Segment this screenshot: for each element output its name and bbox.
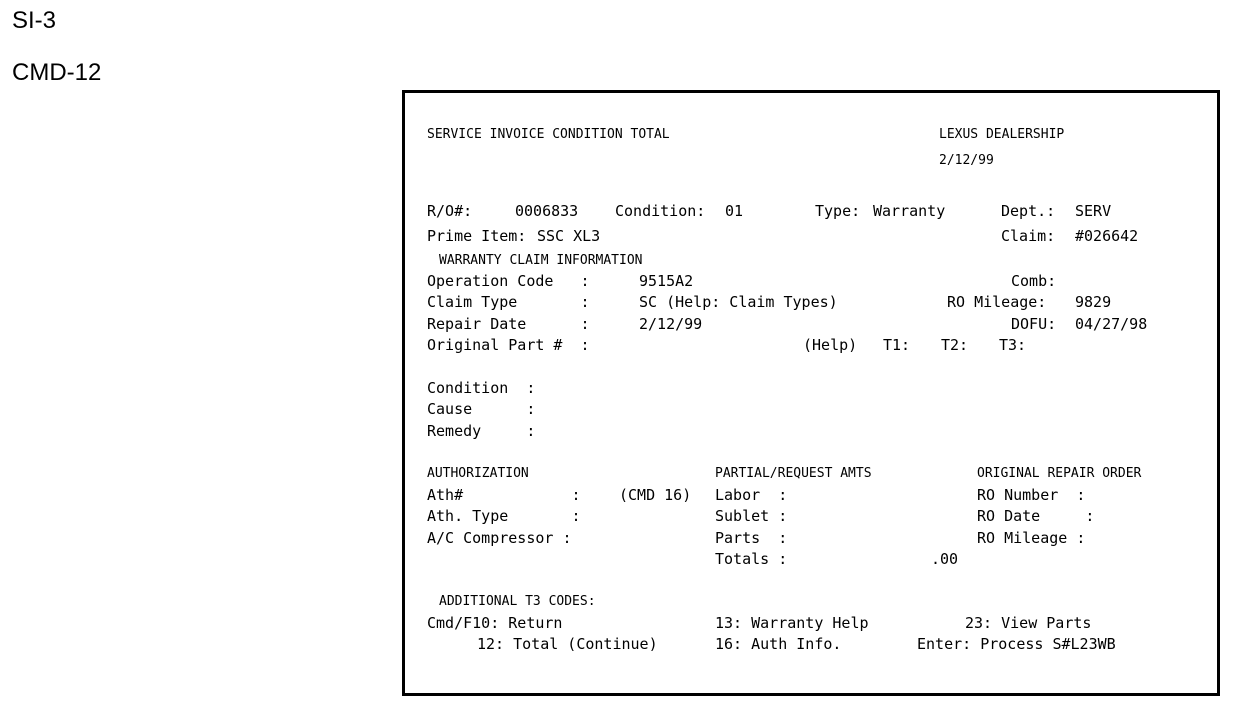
op-code-label: Operation Code : — [427, 272, 590, 290]
terminal-screen — [402, 90, 1220, 696]
labor-label: Labor : — [715, 486, 788, 504]
op-code-field[interactable]: 9515A2 — [639, 272, 694, 290]
view-parts-command[interactable]: 23: View Parts — [965, 614, 1092, 632]
original-ro-heading: ORIGINAL REPAIR ORDER — [977, 466, 1142, 481]
authorization-heading: AUTHORIZATION — [427, 466, 529, 481]
ro-mileage-value: 9829 — [1075, 293, 1112, 311]
screen-date: 2/12/99 — [939, 153, 994, 168]
claim-type-field[interactable]: SC (Help: Claim Types) — [639, 293, 838, 311]
t2-label: T2: — [941, 336, 969, 354]
enter-process-command[interactable]: Enter: Process S#L23WB — [917, 635, 1116, 653]
ro-number: 0006833 — [515, 202, 579, 220]
claim-label: Claim: — [1001, 227, 1056, 245]
condition-label: Condition: — [615, 202, 706, 220]
cause-field-label: Cause : — [427, 400, 536, 418]
total-continue-command[interactable]: 12: Total (Continue) — [477, 635, 658, 653]
comb-label: Comb: — [1011, 272, 1057, 290]
original-part-label: Original Part # : — [427, 336, 590, 354]
ro-mileage-label: RO Mileage: — [947, 293, 1047, 311]
original-ro-mileage-label: RO Mileage : — [977, 529, 1086, 547]
t3-label: T3: — [999, 336, 1027, 354]
ac-compressor-label: A/C Compressor : — [427, 529, 572, 547]
ath-type-label: Ath. Type : — [427, 507, 581, 525]
original-ro-date-label: RO Date : — [977, 507, 1095, 525]
original-ro-number-label: RO Number : — [977, 486, 1086, 504]
totals-value: .00 — [931, 550, 959, 568]
condition-field-label: Condition : — [427, 379, 536, 397]
t3-codes-heading: ADDITIONAL T3 CODES: — [439, 594, 596, 609]
claim-info-heading: WARRANTY CLAIM INFORMATION — [439, 253, 643, 268]
type-label: Type: — [815, 202, 861, 220]
remedy-field-label: Remedy : — [427, 422, 536, 440]
cmd-f10-return[interactable]: Cmd/F10: Return — [427, 614, 563, 632]
ath-number-label: Ath# : — [427, 486, 581, 504]
page-tag-2: CMD-12 — [12, 59, 102, 86]
page-tag-1: SI-3 — [12, 7, 57, 34]
cmd16-hint: (CMD 16) — [619, 486, 692, 504]
ro-label: R/O#: — [427, 202, 473, 220]
auth-info-command[interactable]: 16: Auth Info. — [715, 635, 842, 653]
repair-date-label: Repair Date : — [427, 315, 590, 333]
partial-amts-heading: PARTIAL/REQUEST AMTS — [715, 466, 872, 481]
t1-label: T1: — [883, 336, 911, 354]
part-help-link[interactable]: (Help) — [803, 336, 858, 354]
prime-item-value: SSC XL3 — [537, 227, 601, 245]
parts-label: Parts : — [715, 529, 788, 547]
repair-date-field[interactable]: 2/12/99 — [639, 315, 703, 333]
dealer-name: LEXUS DEALERSHIP — [939, 127, 1065, 142]
dofu-value: 04/27/98 — [1075, 315, 1148, 333]
dept-value: SERV — [1075, 202, 1112, 220]
type-value: Warranty — [873, 202, 946, 220]
warranty-help-command[interactable]: 13: Warranty Help — [715, 614, 869, 632]
totals-label: Totals : — [715, 550, 788, 568]
condition-value: 01 — [725, 202, 744, 220]
screen-title: SERVICE INVOICE CONDITION TOTAL — [427, 127, 670, 142]
sublet-label: Sublet : — [715, 507, 788, 525]
dept-label: Dept.: — [1001, 202, 1056, 220]
dofu-label: DOFU: — [1011, 315, 1057, 333]
claim-value: #026642 — [1075, 227, 1139, 245]
prime-item-label: Prime Item: — [427, 227, 527, 245]
claim-type-label: Claim Type : — [427, 293, 590, 311]
